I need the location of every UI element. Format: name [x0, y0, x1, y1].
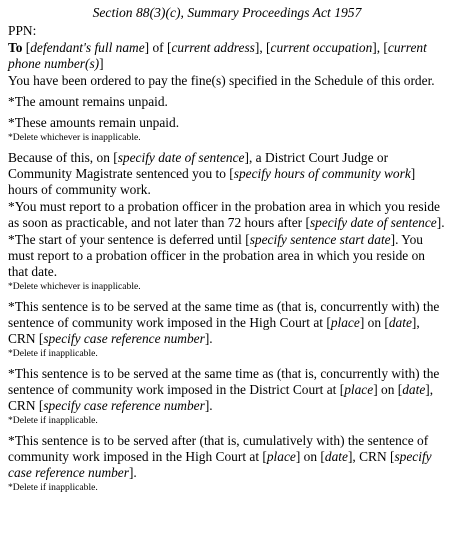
delete-note: *Delete whichever is inapplicable.: [8, 281, 141, 292]
date-placeholder: date: [324, 449, 348, 464]
delete-note: *Delete if inapplicable.: [8, 482, 98, 493]
crn-placeholder: specify case reference number: [43, 331, 205, 346]
date-placeholder: date: [388, 315, 412, 330]
crn-placeholder: specify case reference number: [43, 398, 205, 413]
place-placeholder: place: [330, 315, 360, 330]
full-name-placeholder: defendant's full name: [30, 40, 145, 55]
option-amounts-unpaid: *These amounts remain unpaid.: [8, 115, 180, 130]
cumulative-high-court-paragraph: *This sentence is to be served after (that is, cumulatively with) the sentence of community work imposed in the High Court at [place] on [date], CRN [specify case reference number].: [8, 433, 432, 480]
to-label: To: [8, 40, 23, 55]
sentence-date-placeholder: specify date of sentence: [117, 150, 245, 165]
delete-note: *Delete if inapplicable.: [8, 348, 98, 359]
phone-placeholder: current phone number(s): [8, 40, 427, 71]
concurrent-high-court-paragraph: *This sentence is to be served at the same time as (that is, concurrently with) the sentence of community work imposed in the High Court at [place] on [date], CRN [specify case reference number].: [8, 299, 440, 346]
ppn-label: PPN:: [8, 23, 37, 38]
hours-placeholder: specify hours of community work: [233, 166, 411, 181]
occupation-placeholder: current occupation: [270, 40, 373, 55]
statute-header: Section 88(3)(c), Summary Proceedings Act 1957: [92, 5, 362, 20]
address-placeholder: current address: [171, 40, 255, 55]
place-placeholder: place: [344, 382, 374, 397]
addressee-line: To [defendant's full name] of [current address], [current occupation], [current phone number(s)]: [8, 40, 427, 71]
place-placeholder: place: [266, 449, 296, 464]
date-placeholder: date: [402, 382, 426, 397]
start-date-placeholder: specify sentence start date: [249, 232, 391, 247]
delete-note: *Delete if inapplicable.: [8, 415, 98, 426]
deferred-paragraph: *The start of your sentence is deferred until [specify sentence start date]. You must report to a probation officer in the probation area in which you reside on that date.: [8, 232, 425, 279]
concurrent-district-court-paragraph: *This sentence is to be served at the same time as (that is, concurrently with) the sentence of community work imposed in the District Court at [place] on [date], CRN [specify case reference number].: [8, 366, 440, 413]
option-amount-unpaid: *The amount remains unpaid.: [8, 94, 168, 109]
delete-note: *Delete whichever is inapplicable.: [8, 132, 141, 143]
sentence-paragraph: Because of this, on [specify date of sentence], a District Court Judge or Community Magistrate sentenced you to [specify hours of community work] hours of community work.: [8, 150, 416, 197]
ordered-paragraph: You have been ordered to pay the fine(s) specified in the Schedule of this order.: [8, 73, 435, 88]
report-date-placeholder: specify date of sentence: [309, 215, 437, 230]
report-paragraph: *You must report to a probation officer in the probation area in which you reside as soon as practicable, and not later than 72 hours after [specify date of sentence].: [8, 199, 445, 230]
crn-placeholder: specify case reference number: [8, 449, 432, 480]
